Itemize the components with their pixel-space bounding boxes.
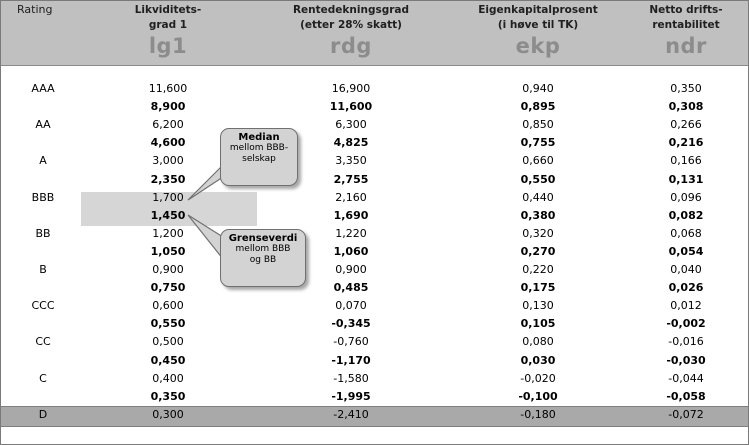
table-row xyxy=(1,388,748,406)
cell-lg1: 0,900 xyxy=(152,263,184,276)
cell-lg1: 8,900 xyxy=(150,100,186,114)
table-row xyxy=(1,279,748,297)
rating-label: BBB xyxy=(31,190,55,204)
cell-lg1: 1,700 xyxy=(152,190,184,204)
header-ekp-line2: (i høve til TK) xyxy=(497,19,579,31)
cell-ndr: 0,216 xyxy=(668,136,704,150)
cell-ndr: -0,016 xyxy=(668,335,704,349)
rating-label: B xyxy=(39,263,47,276)
cell-ndr: 0,012 xyxy=(670,299,702,313)
cell-rdg: 0,485 xyxy=(333,281,369,295)
cell-rdg: -1,170 xyxy=(331,353,371,367)
median-callout-text2: selskap xyxy=(242,154,276,164)
cell-rdg: -0,345 xyxy=(331,317,371,331)
table-row xyxy=(1,207,748,225)
cell-ekp: 0,220 xyxy=(522,263,554,276)
header-rating: Rating xyxy=(17,3,53,16)
cell-ekp: 0,940 xyxy=(522,82,554,95)
cell-rdg: 6,300 xyxy=(335,118,367,132)
cell-lg1: 0,750 xyxy=(150,281,186,295)
cell-lg1: 0,600 xyxy=(152,299,184,313)
table-row xyxy=(1,315,748,333)
cell-lg1: 3,000 xyxy=(152,154,184,168)
cell-ekp: 0,320 xyxy=(522,226,554,240)
header-rdg xyxy=(271,3,431,59)
cell-rdg: 1,220 xyxy=(335,226,367,240)
cell-rdg: 2,160 xyxy=(335,190,367,204)
cell-ndr: -0,044 xyxy=(668,371,704,385)
cell-ekp: 0,895 xyxy=(520,100,556,114)
table-row xyxy=(1,116,748,134)
rating-label: C xyxy=(39,371,47,385)
rating-label: CC xyxy=(35,335,51,349)
cell-lg1: 6,200 xyxy=(152,118,184,132)
cell-rdg: 16,900 xyxy=(331,82,371,95)
cell-ekp: 0,440 xyxy=(522,190,554,204)
grense-callout xyxy=(220,229,306,287)
table-row xyxy=(1,225,748,243)
table-row xyxy=(1,333,748,351)
cell-rdg: 0,070 xyxy=(335,299,367,313)
cell-ndr: 0,350 xyxy=(670,82,702,95)
cell-lg1: 0,300 xyxy=(152,407,184,421)
cell-lg1: 2,350 xyxy=(150,172,186,186)
cell-ndr: -0,058 xyxy=(666,389,706,403)
table-header xyxy=(1,1,748,66)
cell-ekp: 0,270 xyxy=(520,244,556,258)
table-row xyxy=(1,134,748,152)
header-ekp-line1: Eigenkapitalprosent xyxy=(478,4,598,16)
header-rdg-line1: Rentedekningsgrad xyxy=(292,4,410,16)
table-row xyxy=(1,171,748,189)
cell-lg1: 0,500 xyxy=(152,335,184,349)
cell-ndr: 0,082 xyxy=(668,208,704,222)
table-row xyxy=(1,189,748,207)
cell-ekp: -0,180 xyxy=(520,407,556,421)
cell-ndr: -0,030 xyxy=(666,353,706,367)
cell-ndr: 0,266 xyxy=(670,118,702,132)
header-ndr-symbol: ndr xyxy=(665,34,707,58)
cell-lg1: 4,600 xyxy=(150,136,186,150)
rating-label: AAA xyxy=(31,82,55,95)
rating-label: D xyxy=(38,407,48,421)
grense-callout-title: Grenseverdi xyxy=(228,233,298,244)
table-row xyxy=(1,406,748,424)
cell-lg1: 1,050 xyxy=(150,244,186,258)
header-ekp-symbol: ekp xyxy=(515,34,561,58)
grense-callout-text1: mellom BBB xyxy=(235,244,291,254)
cell-rdg: -1,580 xyxy=(333,371,369,385)
rating-label: BB xyxy=(35,226,51,240)
cell-ndr: 0,026 xyxy=(668,281,704,295)
median-callout-title: Median xyxy=(238,132,280,143)
cell-lg1: 0,550 xyxy=(150,317,186,331)
cell-ekp: 0,850 xyxy=(522,118,554,132)
table-row xyxy=(1,370,748,388)
cell-ndr: 0,166 xyxy=(670,154,702,168)
header-ndr xyxy=(631,3,741,59)
grense-callout-text2: og BB xyxy=(249,255,277,265)
header-lg1-line1: Likviditets- xyxy=(134,4,202,16)
cell-ekp: 0,380 xyxy=(520,208,556,222)
header-rdg-symbol: rdg xyxy=(330,34,372,58)
cell-ekp: 0,130 xyxy=(522,299,554,313)
cell-ekp: 0,755 xyxy=(520,136,556,150)
cell-rdg: -1,995 xyxy=(331,389,371,403)
header-lg1-symbol: lg1 xyxy=(148,34,188,58)
cell-ndr: 0,054 xyxy=(668,244,704,258)
cell-ndr: 0,096 xyxy=(670,190,702,204)
header-rdg-line2: (etter 28% skatt) xyxy=(300,19,402,31)
table-row xyxy=(1,152,748,170)
cell-rdg: 2,755 xyxy=(333,172,369,186)
cell-rdg: 11,600 xyxy=(329,100,373,114)
cell-ekp: 0,080 xyxy=(522,335,554,349)
header-lg1-line2: grad 1 xyxy=(148,19,188,31)
table-row xyxy=(1,80,748,98)
cell-lg1: 1,200 xyxy=(152,226,184,240)
table-row xyxy=(1,261,748,279)
cell-rdg: 3,350 xyxy=(335,154,367,168)
cell-ndr: 0,040 xyxy=(670,263,702,276)
table-row xyxy=(1,352,748,370)
cell-rdg: -2,410 xyxy=(333,407,369,421)
table-row xyxy=(1,297,748,315)
rating-label: A xyxy=(39,154,47,168)
header-ndr-line1: Netto drifts- xyxy=(649,4,723,16)
rating-label: AA xyxy=(35,118,51,132)
cell-ndr: 0,131 xyxy=(668,172,704,186)
median-callout-text1: mellom BBB- xyxy=(229,143,289,153)
header-lg1 xyxy=(118,3,218,59)
median-callout xyxy=(220,128,298,186)
cell-ekp: 0,660 xyxy=(522,154,554,168)
cell-ndr: -0,072 xyxy=(668,407,704,421)
cell-ekp: -0,100 xyxy=(518,389,558,403)
cell-rdg: -0,760 xyxy=(333,335,369,349)
cell-ekp: 0,030 xyxy=(520,353,556,367)
cell-ndr: -0,002 xyxy=(666,317,706,331)
cell-ekp: 0,175 xyxy=(520,281,556,295)
header-ekp xyxy=(463,3,613,59)
table-row xyxy=(1,243,748,261)
cell-lg1: 0,400 xyxy=(152,371,184,385)
cell-ndr: 0,308 xyxy=(668,100,704,114)
cell-ekp: 0,105 xyxy=(520,317,556,331)
cell-lg1: 0,450 xyxy=(150,353,186,367)
cell-rdg: 0,900 xyxy=(335,263,367,276)
cell-rdg: 1,060 xyxy=(333,244,369,258)
cell-rdg: 4,825 xyxy=(333,136,369,150)
rating-label: CCC xyxy=(31,299,55,313)
cell-rdg: 1,690 xyxy=(333,208,369,222)
cell-lg1: 11,600 xyxy=(148,82,188,95)
cell-ndr: 0,068 xyxy=(670,226,702,240)
cell-lg1: 1,450 xyxy=(150,208,186,222)
table-row xyxy=(1,98,748,116)
cell-lg1: 0,350 xyxy=(150,389,186,403)
cell-ekp: 0,550 xyxy=(520,172,556,186)
cell-ekp: -0,020 xyxy=(520,371,556,385)
header-ndr-line2: rentabilitet xyxy=(652,19,720,31)
